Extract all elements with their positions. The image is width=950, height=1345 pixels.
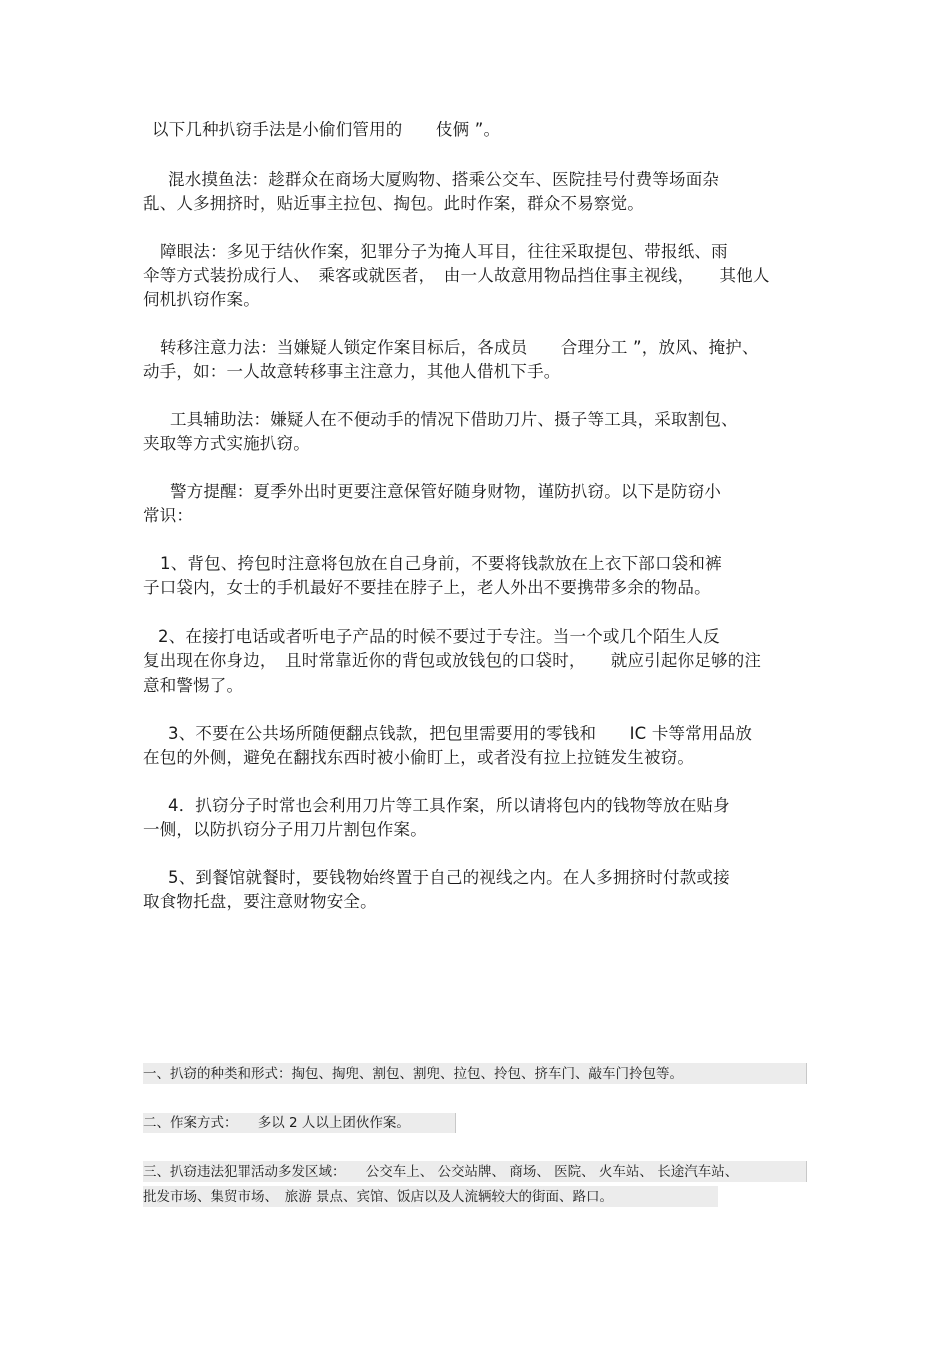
tip-5-line-2: 取食物托盘，要注意财物安全。 [143, 892, 377, 911]
tip-4-line-1: 4．扒窃分子时常也会利用刀片等工具作案，所以请将包内的钱物等放在贴身 [168, 796, 730, 815]
summary-2-text: 二、作案方式： 多以 2 人以上团伙作案。 [143, 1115, 410, 1131]
method-2-line-3: 伺机扒窃作案。 [143, 290, 260, 309]
warning-line-1: 警方提醒：夏季外出时更要注意保管好随身财物，谨防扒窃。以下是防窃小 [170, 482, 722, 501]
method-1-line-1: 混水摸鱼法：趁群众在商场大厦购物、搭乘公交车、医院挂号付费等场面杂 [168, 170, 720, 189]
intro-text: 以下几种扒窃手法是小偷们管用的 伎俩 ”。 [152, 120, 501, 139]
tip-3-line-2: 在包的外侧，避免在翻找东西时被小偷盯上，或者没有拉上拉链发生被窃。 [143, 748, 695, 767]
summary-3-line-2: 批发市场、集贸市场、 旅游 景点、宾馆、饭店以及人流辆较大的街面、路口。 [143, 1189, 614, 1205]
warning-line-2: 常识： [143, 506, 194, 525]
tip-2-line-3: 意和警惕了。 [143, 676, 244, 695]
tip-5-line-1: 5、到餐馆就餐时，要钱物始终置于自己的视线之内。在人多拥挤时付款或接 [168, 868, 730, 887]
summary-3-line-1: 三、扒窃违法犯罪活动多发区域： 公交车上、 公交站牌、 商场、 医院、 火车站、 长途汽车站、 [143, 1164, 739, 1180]
tip-3-line-1: 3、不要在公共场所随便翻点钱款，把包里需要用的零钱和 IC 卡等常用品放 [168, 724, 753, 743]
method-4-line-2: 夹取等方式实施扒窃。 [143, 434, 310, 453]
method-2-line-2: 伞等方式装扮成行人、 乘客或就医者， 由一人故意用物品挡住事主视线， 其他人 [143, 266, 770, 285]
method-1-line-2: 乱、人多拥挤时，贴近事主拉包、掏包。此时作案，群众不易察觉。 [143, 194, 644, 213]
tip-4-line-2: 一侧，以防扒窃分子用刀片割包作案。 [143, 820, 427, 839]
method-4-line-1: 工具辅助法：嫌疑人在不便动手的情况下借助刀片、摄子等工具，采取割包、 [170, 410, 738, 429]
tip-1-line-1: 1、背包、挎包时注意将包放在自己身前，不要将钱款放在上衣下部口袋和裤 [160, 554, 722, 573]
summary-1-text: 一、扒窃的种类和形式：掏包、掏兜、割包、割兜、拉包、拎包、挤车门、敲车门拎包等。 [143, 1066, 683, 1082]
tip-2-line-2: 复出现在你身边， 且时常靠近你的背包或放钱包的口袋时， 就应引起你足够的注 [143, 651, 762, 670]
tip-1-line-2: 子口袋内，女士的手机最好不要挂在脖子上，老人外出不要携带多余的物品。 [143, 578, 711, 597]
method-3-line-2: 动手，如：一人故意转移事主注意力，其他人借机下手。 [143, 362, 561, 381]
tip-2-line-1: 2、在接打电话或者听电子产品的时候不要过于专注。当一个或几个陌生人反 [158, 627, 720, 646]
method-3-line-1: 转移注意力法：当嫌疑人锁定作案目标后，各成员 合理分工 ”，放风、掩护、 [160, 338, 759, 357]
method-2-line-1: 障眼法：多见于结伙作案，犯罪分子为掩人耳目，往往采取提包、带报纸、雨 [160, 242, 728, 261]
